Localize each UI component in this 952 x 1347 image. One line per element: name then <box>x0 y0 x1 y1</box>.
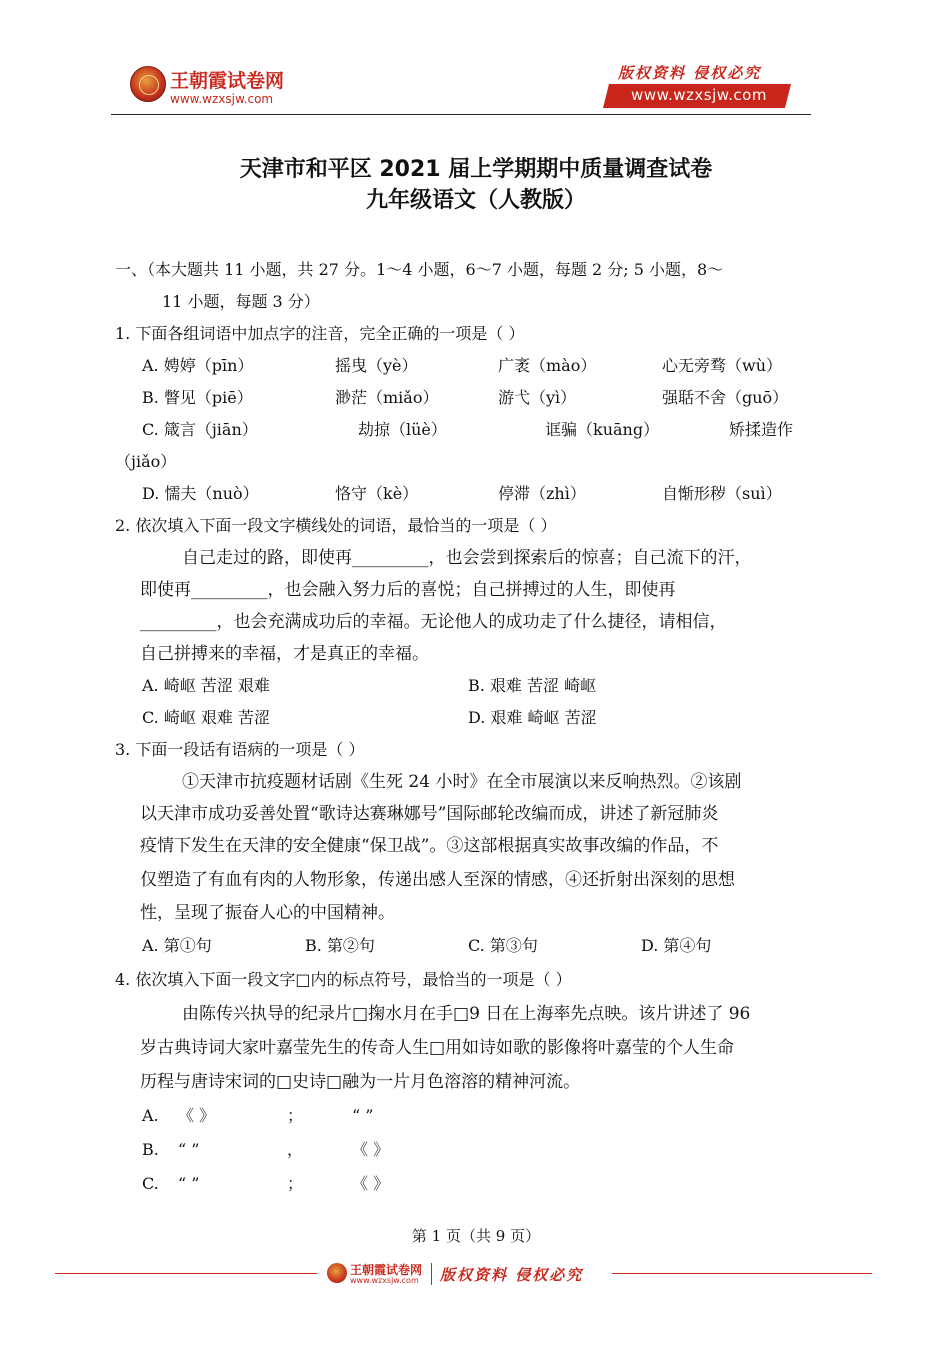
q4-option-b-3: 《 》 <box>352 1140 390 1159</box>
q1-option-b-4: 强聒不舍（guō） <box>662 388 789 407</box>
footer-separator <box>431 1263 432 1285</box>
seal-icon <box>130 66 166 102</box>
q1-option-b-2: 渺茫（miǎo） <box>335 388 439 407</box>
brand-name: 王朝霞试卷网 <box>170 70 285 92</box>
q1-option-d-4: 自惭形秽（suì） <box>662 484 782 503</box>
q4-passage-line: 历程与唐诗宋词的□史诗□融为一片月色溶溶的精神河流。 <box>140 1072 581 1092</box>
footer-copyright: 版权资料 侵权必究 <box>440 1266 584 1284</box>
q1-option-c-wrap: （jiǎo） <box>115 452 177 471</box>
q3-passage-line: 仅塑造了有血有肉的人物形象，传递出感人至深的情感，④还折射出深刻的思想 <box>140 870 735 890</box>
section-heading-cont: 11 小题，每题 3 分） <box>162 292 320 311</box>
q3-option-b: B. 第②句 <box>305 936 375 955</box>
q3-passage-line: 以天津市成功妥善处置“歌诗达赛琳娜号”国际邮轮改编而成，讲述了新冠肺炎 <box>140 804 719 824</box>
q4-option-b-1: “ ” <box>178 1140 200 1159</box>
q4-option-c-2: ； <box>287 1174 304 1193</box>
q1-option-c-3: 诓骗（kuāng） <box>545 420 660 439</box>
seal-icon <box>327 1263 347 1283</box>
q1-option-d-3: 停滞（zhì） <box>498 484 586 503</box>
q4-option-a-1: 《 》 <box>178 1106 216 1125</box>
q1-option-b-3: 游弋（yì） <box>498 388 577 407</box>
q3-option-a: A. 第①句 <box>142 936 212 955</box>
q1-option-c-4: 矫揉造作 <box>729 420 794 439</box>
header-divider <box>111 114 811 115</box>
footer-divider-left <box>55 1273 317 1274</box>
q4-passage-line: 岁古典诗词大家叶嘉莹先生的传奇人生□用如诗如歌的影像将叶嘉莹的个人生命 <box>140 1038 735 1058</box>
q1-option-c-2: 劫掠（lüè） <box>358 420 447 439</box>
footer-brand-url: www.wzxsjw.com <box>350 1276 419 1285</box>
url-banner-text[interactable]: www.wzxsjw.com <box>631 86 767 104</box>
q4-option-a-2: ； <box>287 1106 304 1125</box>
copyright-notice: 版权资料 侵权必究 <box>618 64 762 82</box>
question-1-stem: 1. 下面各组词语中加点字的注音，完全正确的一项是（ ） <box>115 324 525 343</box>
q1-option-c-1: C. 箴言（jiān） <box>142 420 258 439</box>
footer-brand: 王朝霞试卷网 <box>350 1263 423 1277</box>
q4-option-c-label: C. <box>142 1174 159 1193</box>
brand-url: www.wzxsjw.com <box>170 92 274 106</box>
question-3-stem: 3. 下面一段话有语病的一项是（ ） <box>115 740 365 759</box>
q2-passage-line: 自己走过的路，即使再_________，也会尝到探索后的惊喜；自己流下的汗， <box>182 548 752 568</box>
q4-option-a-label: A. <box>142 1106 159 1125</box>
q4-option-b-label: B. <box>142 1140 159 1159</box>
q2-passage-line: 即使再_________，也会融入努力后的喜悦；自己拼搏过的人生，即使再 <box>140 580 676 600</box>
q2-option-b: B. 艰难 苦涩 崎岖 <box>468 676 597 695</box>
q3-option-d: D. 第④句 <box>641 936 712 955</box>
page-subtitle: 九年级语文（人教版） <box>365 188 586 213</box>
q1-option-b-1: B. 瞥见（piē） <box>142 388 253 407</box>
site-logo <box>130 64 295 110</box>
q2-passage-line: 自己拼搏来的幸福，才是真正的幸福。 <box>140 644 429 664</box>
question-4-stem: 4. 依次填入下面一段文字□内的标点符号，最恰当的一项是（ ） <box>115 970 572 989</box>
q3-passage-line: 疫情下发生在天津的安全健康“保卫战”。③这部根据真实故事改编的作品，不 <box>140 836 719 856</box>
q3-option-c: C. 第③句 <box>468 936 538 955</box>
q1-option-a-1: A. 娉婷（pīn） <box>142 356 254 375</box>
q1-option-a-4: 心无旁骛（wù） <box>662 356 783 375</box>
q2-option-d: D. 艰难 崎岖 苦涩 <box>468 708 597 727</box>
question-2-stem: 2. 依次填入下面一段文字横线处的词语，最恰当的一项是（ ） <box>115 516 557 535</box>
q4-option-c-1: “ ” <box>178 1174 200 1193</box>
section-heading: 一、（本大题共 11 小题，共 27 分。1～4 小题，6～7 小题，每题 2 分; 5 小题，8～ <box>115 260 724 279</box>
q1-option-a-2: 摇曳（yè） <box>335 356 418 375</box>
q2-option-c: C. 崎岖 艰难 苦涩 <box>142 708 271 727</box>
q4-option-b-2: ， <box>287 1140 304 1159</box>
q4-option-a-3: “ ” <box>352 1106 374 1125</box>
q2-passage-line: _________，也会充满成功后的幸福。无论他人的成功走了什么捷径，请相信， <box>140 612 727 632</box>
q4-option-c-3: 《 》 <box>352 1174 390 1193</box>
q1-option-a-3: 广袤（mào） <box>498 356 597 375</box>
q3-passage-line: ①天津市抗疫题材话剧《生死 24 小时》在全市展演以来反响热烈。②该剧 <box>182 772 742 792</box>
q4-passage-line: 由陈传兴执导的纪录片□掬水月在手□9 日在上海率先点映。该片讲述了 96 <box>182 1004 751 1024</box>
q1-option-d-2: 恪守（kè） <box>335 484 419 503</box>
page-title: 天津市和平区 2021 届上学期期中质量调查试卷 <box>239 157 713 182</box>
q3-passage-line: 性，呈现了振奋人心的中国精神。 <box>140 903 395 923</box>
page-number: 第 1 页（共 9 页） <box>411 1227 541 1245</box>
q1-option-d-1: D. 懦夫（nuò） <box>142 484 259 503</box>
footer-divider-right <box>612 1273 872 1274</box>
footer-logo <box>327 1261 437 1287</box>
q2-option-a: A. 崎岖 苦涩 艰难 <box>142 676 270 695</box>
